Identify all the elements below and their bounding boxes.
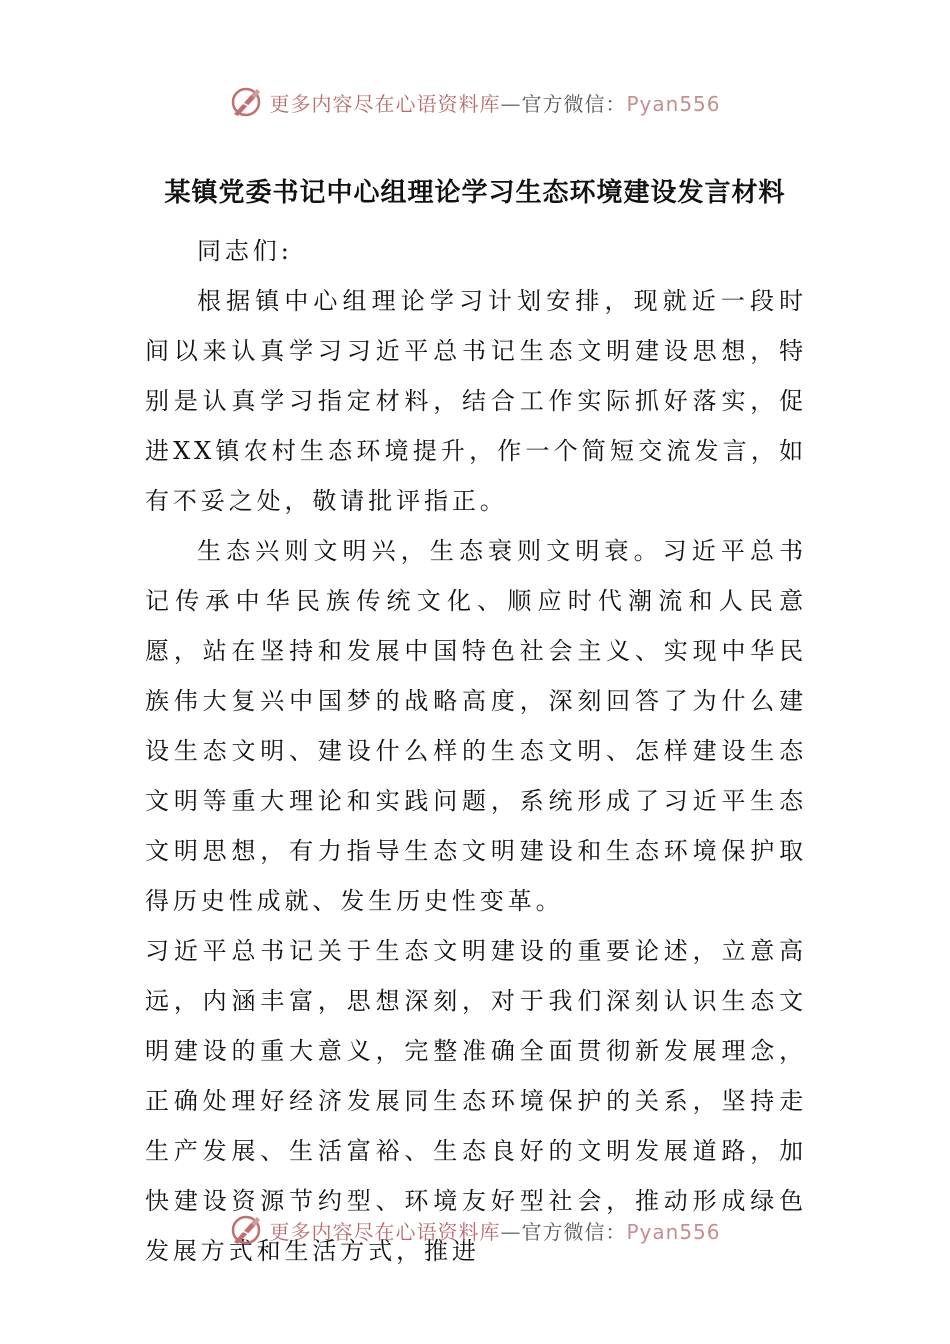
banner-promo-text: 更多内容尽在心语资料库	[269, 91, 501, 116]
banner-wechat-label: 官方微信：	[521, 91, 627, 116]
pen-logo-icon	[229, 85, 263, 119]
paragraph-3: 习近平总书记关于生态文明建设的重要论述，立意高远，内涵丰富，思想深刻，对于我们深刻认识生态文明建设的重大意义，完整准确全面贯彻新发展理念，正确处理好经济发展同生态环境保护的关系，坚持走生产发展、生活富裕、生态良好的文明发展道路，加快建设资源节约型、环境友好型社会，推动形成绿色发展方式和生活方式，推进	[145, 937, 807, 1265]
banner-text	[269, 88, 720, 117]
banner-wechat-id: Pyan556	[626, 1219, 721, 1244]
salutation: 同志们:	[197, 237, 293, 265]
paragraph-1: 根据镇中心组理论学习计划安排，现就近一段时间以来认真学习习近平总书记生态文明建设思想，特别是认真学习指定材料，结合工作实际抓好落实，促进XX镇农村生态环境提升，作一个简短交流发言，如有不妥之处，敬请批评指正。	[145, 287, 807, 515]
banner-content	[229, 1213, 720, 1247]
paragraph-2: 生态兴则文明兴，生态衰则文明衰。习近平总书记传承中华民族传统文化、顺应时代潮流和人民意愿，站在坚持和发展中国特色社会主义、实现中华民族伟大复兴中国梦的战略高度，深刻回答了为什么建设生态文明、建设什么样的生态文明、怎样建设生态文明等重大理论和实践问题，系统形成了习近平生态文明思想，有力指导生态文明建设和生态环境保护取得历史性成就、发生历史性变革。	[145, 537, 807, 915]
banner-content	[229, 85, 720, 119]
footer-banner	[0, 1208, 950, 1252]
banner-wechat-id: Pyan556	[626, 91, 721, 116]
document-body	[145, 220, 807, 1276]
banner-separator: —	[500, 1219, 522, 1244]
banner-promo-text: 更多内容尽在心语资料库	[269, 1219, 501, 1244]
pen-logo-icon	[229, 1213, 263, 1247]
document-title: 某镇党委书记中心组理论学习生态环境建设发言材料	[164, 178, 786, 208]
header-banner	[0, 80, 950, 124]
banner-separator: —	[500, 91, 522, 116]
banner-wechat-label: 官方微信：	[521, 1219, 627, 1244]
banner-text	[269, 1216, 720, 1245]
